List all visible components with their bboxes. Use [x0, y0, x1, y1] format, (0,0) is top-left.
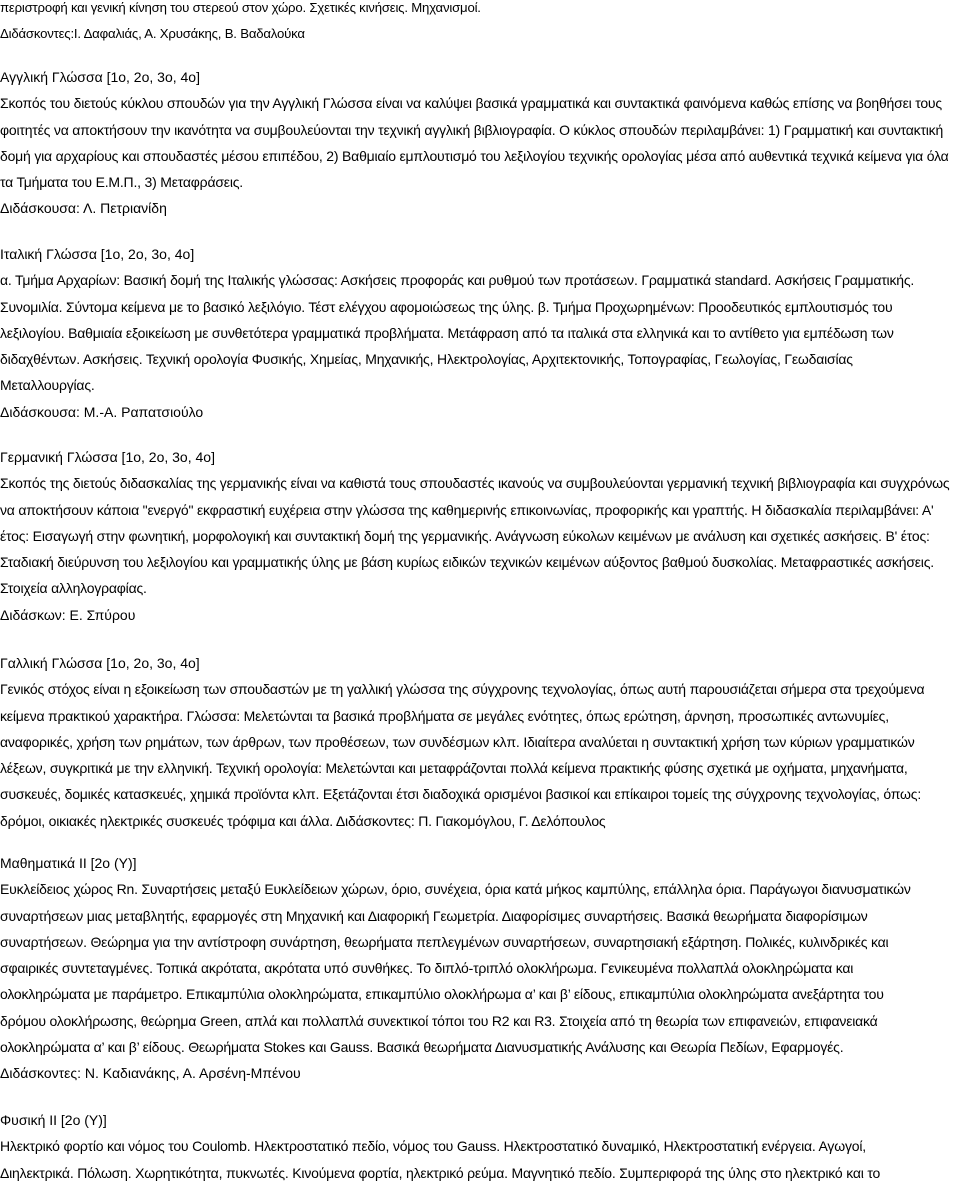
section-body: α. Τμήμα Αρχαρίων: Βασική δομή της Ιταλικής γλώσσας: Ασκήσεις προφοράς και ρυθμού των προτάσεων. Γραμματικά standard. Ασκήσεις Γραμματικής. Συνομιλία. Σύντομα κείμενα με το βασικό λεξιλόγιο. Τέστ ελέγχου αφομοιώσεως της ύλης. β. Τμήμα Προχωρημένων: Προοδευτικός εμπλουτισμός του λεξιλογίου. Βαθμιαία εξοικείωση με συνθετότερα γραμματικά προβλήματα. Μετάφραση από τα ιταλικά στα ελληνικά και το αντίθετο για εμπέδωση των διδαχθέντων. Ασκήσεις. Τεχνική ορολογία Φυσικής, Χημείας, Μηχανικής, Ηλεκτρολογίας, Αρχιτεκτονικής, Τοπογραφίας, Γεωλογίας, Γεωδαισίας Μεταλλουργίας. [0, 272, 915, 394]
section-title: Γερμανική Γλώσσα [1ο, 2ο, 3ο, 4ο] [0, 449, 215, 465]
section-title: Μαθηματικά ΙΙ [2ο (Υ)] [0, 855, 137, 871]
section-teacher: Διδάσκων: Ε. Σπύρου [0, 606, 136, 623]
section-title: Ιταλική Γλώσσα [1ο, 2ο, 3ο, 4ο] [0, 246, 195, 262]
section-french [0, 650, 950, 834]
section-title: Αγγλική Γλώσσα [1ο, 2ο, 3ο, 4ο] [0, 69, 200, 85]
section-teacher: Διδάσκουσα: Μ.-Α. Ραπατσιούλο [0, 403, 204, 420]
section-italian [0, 241, 935, 425]
section-teacher: Διδάσκοντες: Ν. Καδιανάκης, Α. Αρσένη-Μπένου [0, 1065, 301, 1082]
section-teacher: Διδάσκουσα: Λ. Πετριανίδη [0, 200, 167, 217]
section-body: Σκοπός του διετούς κύκλου σπουδών για την Αγγλική Γλώσσα είναι να καλύψει βασικά γραμματικά και συντακτικά φαινόμενα καθώς επίσης να βοηθήσει τους φοιτητές να αποκτήσουν την ικανότητα να συμβουλεύονται την τεχνική αγγλική βιβλιογραφία. Ο κύκλος σπουδών περιλαμβάνει: 1) Γραμματική και συντακτική δομή για αρχαρίους και σπουδαστές μέσου επιπέδου, 2) Βαθμιαίο εμπλουτισμό του λεξιλογίου τεχνικής ορολογίας μέσα από αυθεντικά τεχνικά κείμενα για όλα τα Τμήματα του Ε.Μ.Π., 3) Μεταφράσεις. [0, 95, 949, 191]
section-body: Ηλεκτρικό φορτίο και νόμος του Coulomb. Ηλεκτροστατικό πεδίο, νόμος του Gauss. Ηλεκτροστατικό δυναμικό, Ηλεκτροστατική ενέργεια. Αγωγοί, Διηλεκτρικά. Πόλωση. Χωρητικότητα, πυκνωτές. Κινούμενα φορτία, ηλεκτρικό ρεύμα. Μαγνητικό πεδίο. Συμπεριφορά της ύλης στο ηλεκτρικό και το [0, 1138, 881, 1181]
intro-teachers: Διδάσκοντες:Ι. Δαφαλιάς, Α. Χρυσάκης, Β. Βαδαλούκα [0, 26, 305, 41]
section-body: Γενικός στόχος είναι η εξοικείωση των σπουδαστών με τη γαλλική γλώσσα της σύγχρονης τεχνολογίας, όπως αυτή παρουσιάζεται σήμερα στα τρεχούμενα κείμενα πρακτικού χαρακτήρα. Γλώσσα: Μελετώνται τα βασικά προβλήματα σε μεγάλες ενότητες, όπως ερώτηση, άρνηση, προσωπικές αντωνυμίες, αναφορικές, χρήση των ρημάτων, των άρθρων, των προθέσεων, των συνδέσμων κλπ. Ιδιαίτερα αναλύεται η συντακτική χρήση των κύριων γραμματικών λέξεων, συγκριτικά με την ελληνική. Τεχνική ορολογία: Μελετώνται και μεταφράζονται πολλά κείμενα πρακτικής φύσης σχετικά με οχήματα, μηχανήματα, συσκευές, δομικές κατασκευές, χημικά προϊόντα κλπ. Εξετάζονται έτσι διαδοχικά ορισμένοι βασικοί και επίκαιροι τομείς της σύγχρονης τεχνολογίας, όπως: δρόμοι, οικιακές ηλεκτρικές συσκευές τρόφιμα και άλλα. Διδάσκοντες: Π. Γιακομόγλου, Γ. Δελόπουλος [0, 681, 925, 829]
intro-line: περιστροφή και γενική κίνηση του στερεού στον χώρο. Σχετικές κινήσεις. Μηχανισμοί. [0, 0, 481, 15]
section-title: Φυσική ΙΙ [2ο (Υ)] [0, 1112, 107, 1128]
section-body: Σκοπός της διετούς διδασκαλίας της γερμανικής είναι να καθιστά τους σπουδαστές ικανούς να συμβουλεύονται γερμανική τεχνική βιβλιογραφία και συγχρόνως να αποκτήσουν κάποια "ενεργό" εκφραστική ευχέρεια στην γλώσσα της καθημερινής επικοινωνίας, προφορικής και γραπτής. Η διδασκαλία περιλαμβάνει: Α' έτος: Εισαγωγή στην φωνητική, μορφολογική και συντακτική δομή της γερμανικής. Ανάγνωση εύκολων κειμένων με ανάλυση και σχετικές ασκήσεις. Β' έτος: Σταδιακή διεύρυνση του λεξιλογίου και γραμματικής ύλης με βάση κυρίως ειδικών τεχνικών κειμένων αύξοντος βαθμού δυσκολίας. Μεταφραστικές ασκήσεις. Στοιχεία αλληλογραφίας. [0, 475, 950, 597]
section-math [0, 850, 930, 1087]
section-english [0, 64, 958, 222]
section-title: Γαλλική Γλώσσα [1ο, 2ο, 3ο, 4ο] [0, 655, 200, 671]
section-body: Ευκλείδειος χώρος Rn. Συναρτήσεις μεταξύ Ευκλείδειων χώρων, όριο, συνέχεια, όρια κατά μήκος καμπύλης, επάλληλα όρια. Παράγωγοι διανυσματικών συναρτήσεων μιας μεταβλητής, εφαρμογές στη Μηχανική και Διαφορική Γεωμετρία. Διαφορίσιμες συναρτήσεις. Βασικά θεωρήματα διαφορίσιμων συναρτήσεων. Θεώρημα για την αντίστροφη συνάρτηση, θεωρήματα πεπλεγμένων συναρτήσεων, συναρτησιακή εξάρτηση. Πολικές, κυλινδρικές και σφαιρικές συντεταγμένες. Τοπικά ακρότατα, ακρότατα υπό συνθήκες. Το διπλό-τριπλό ολοκλήρωμα. Γενικευμένα πολλαπλά ολοκληρώματα και ολοκληρώματα με παράμετρο. Επικαμπύλια ολοκληρώματα, επικαμπύλιο ολοκλήρωμα α’ και β’ είδους, επικαμπύλια ολοκληρώματα ανεξάρτητα του δρόμου ολοκλήρωσης, θεώρημα Green, απλά και πολλαπλά συνεκτικοί τόποι του R2 και R3. Στοιχεία από τη θεωρία των επιφανειών, επιφανειακά ολοκληρώματα α’ και β’ είδους. Θεωρήματα Stokes και Gauss. Βασικά θεωρήματα Διανυσματικής Ανάλυσης και Θεωρία Πεδίων, Εφαρμογές. [0, 881, 911, 1056]
section-physics [0, 1107, 935, 1186]
section-german [0, 444, 955, 628]
intro-block [0, 0, 960, 47]
